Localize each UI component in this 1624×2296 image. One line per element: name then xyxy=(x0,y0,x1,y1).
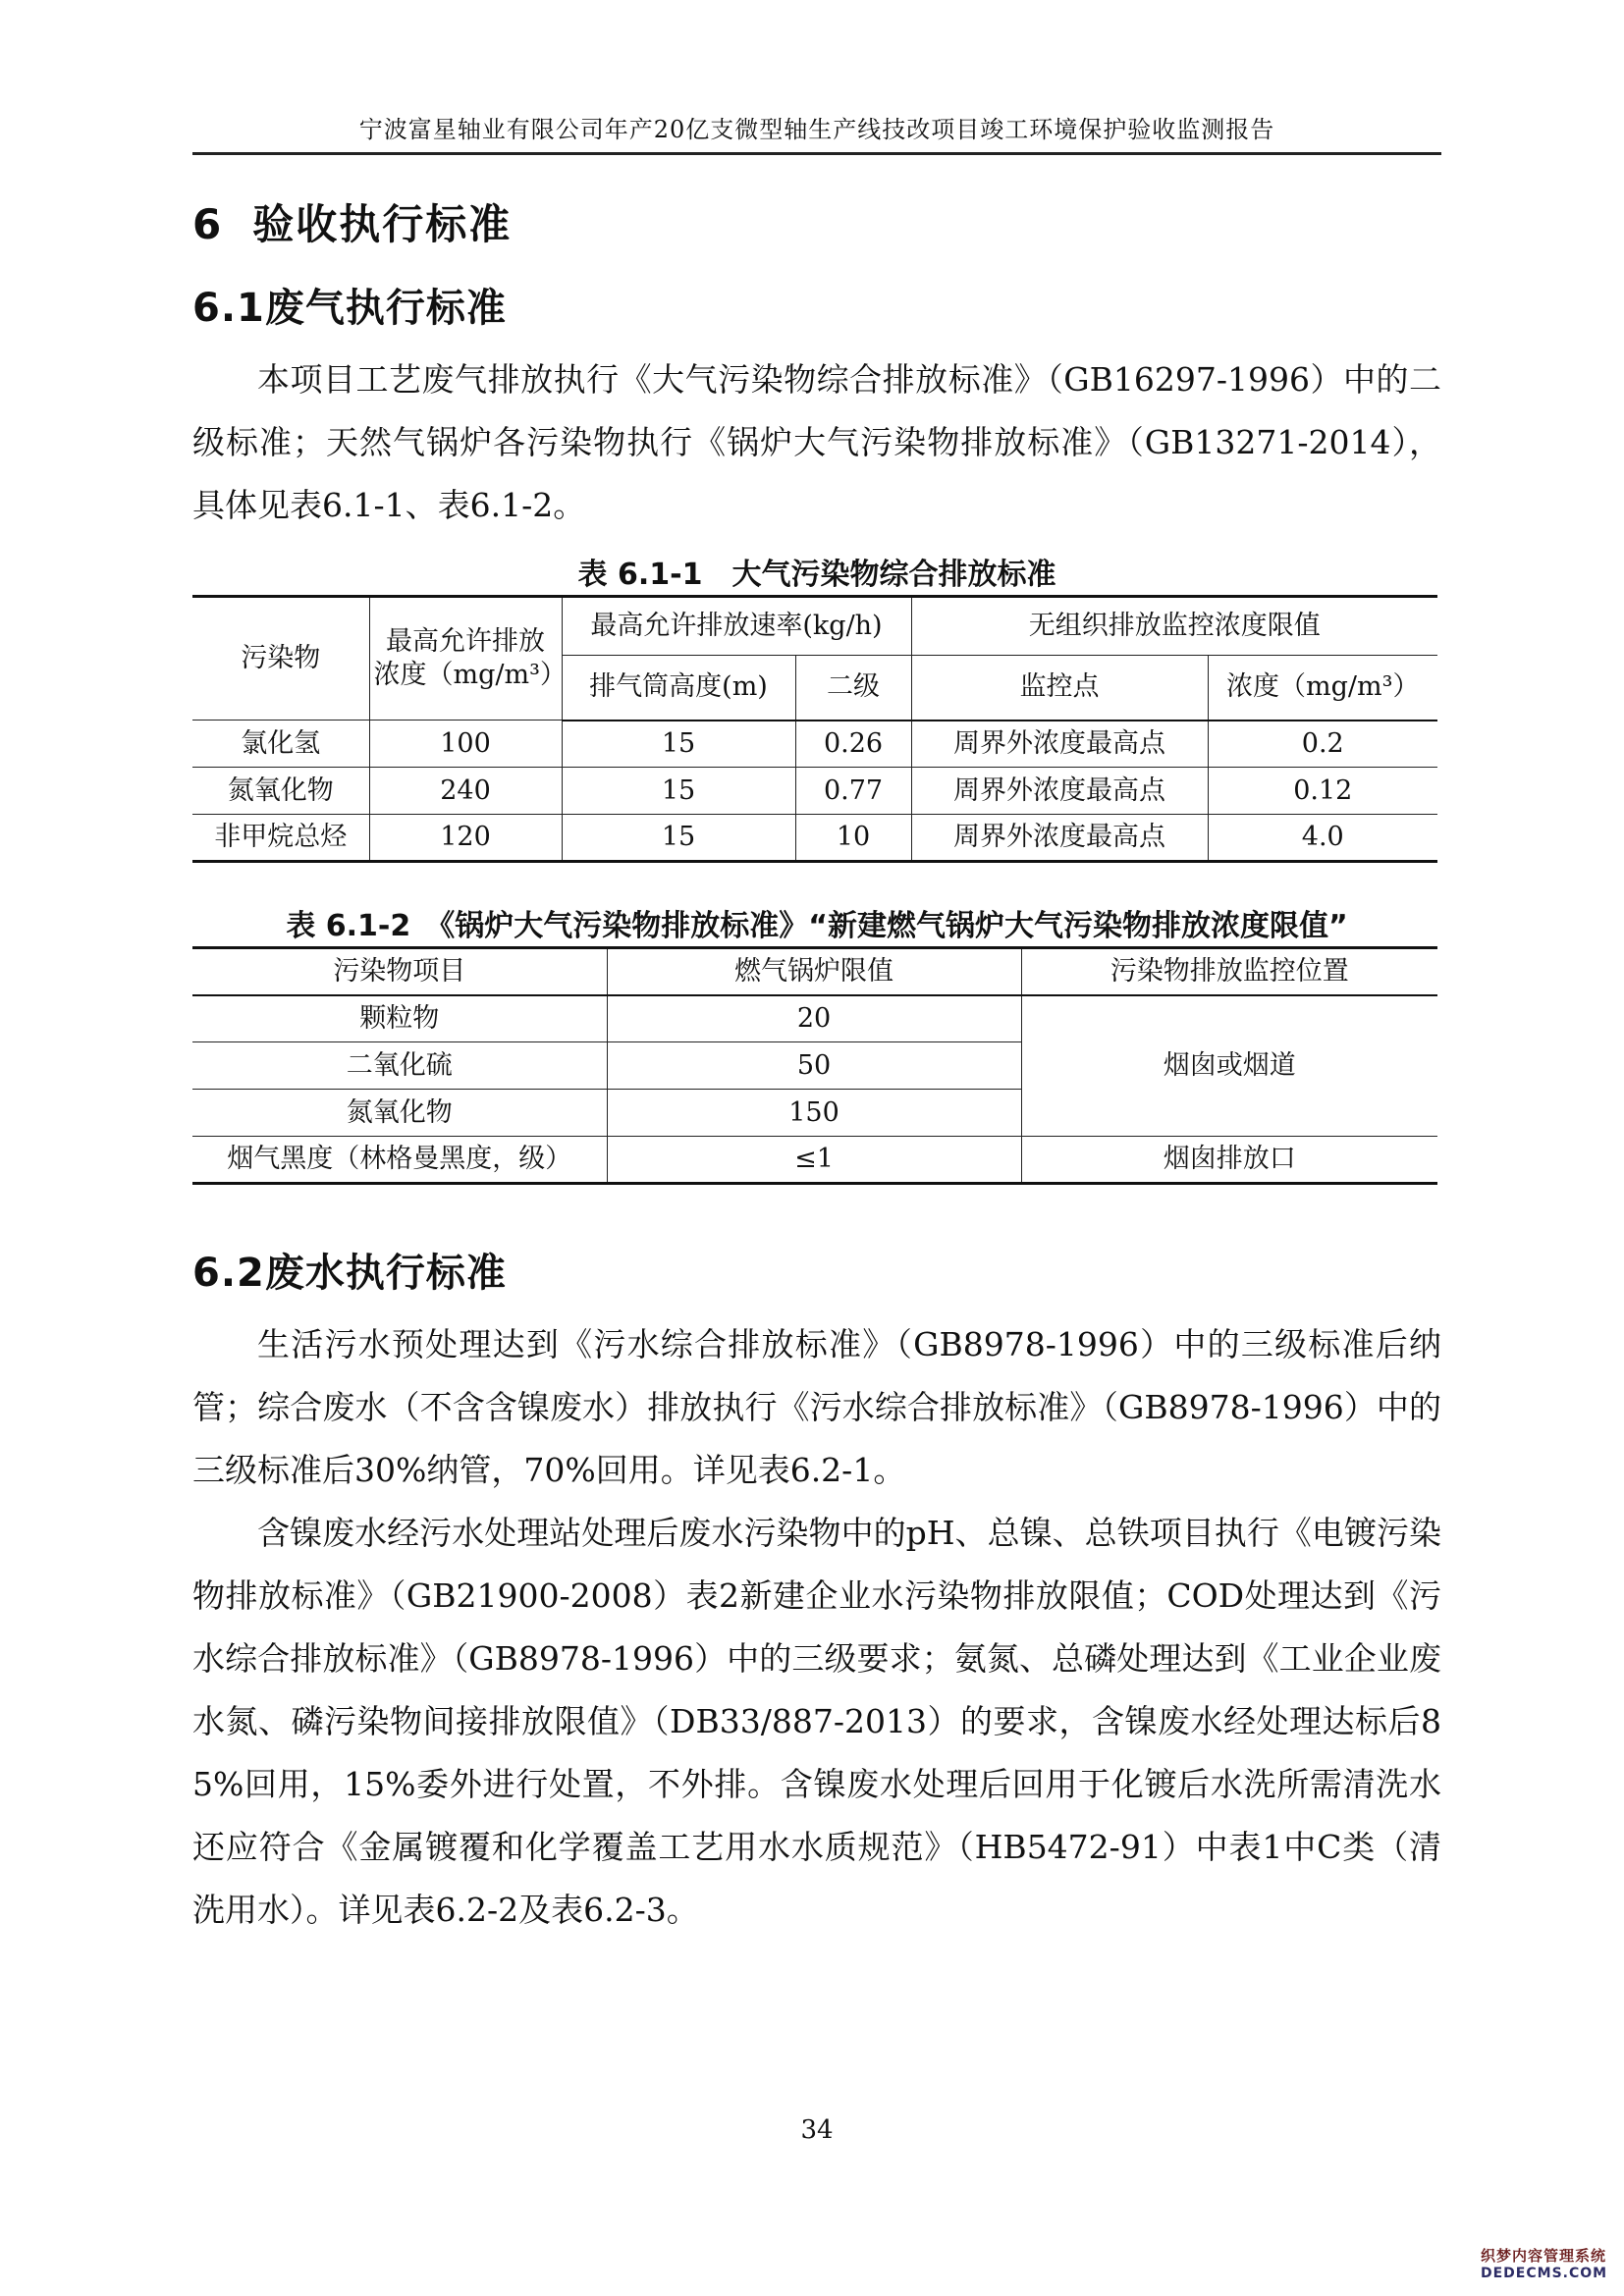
cell-rate: 0.26 xyxy=(795,721,911,768)
section-6-2-heading: 6.2废水执行标准 xyxy=(192,1251,507,1296)
cell-location-group: 烟囱或烟道 xyxy=(1021,995,1437,1137)
chapter-number: 6 xyxy=(192,200,224,248)
table-row xyxy=(192,721,1437,768)
cell-pollutant: 氯化氢 xyxy=(192,721,369,768)
table-row xyxy=(192,995,1437,1042)
th-monitor-location: 污染物排放监控位置 xyxy=(1021,948,1437,995)
th-monitor-point: 监控点 xyxy=(911,656,1208,721)
table-6-1-2 xyxy=(192,946,1437,1185)
cell-concentration: 120 xyxy=(369,815,562,862)
cell-pollutant: 氮氧化物 xyxy=(192,768,369,815)
table-6-1-2-caption: 表 6.1-2 《锅炉大气污染物排放标准》“新建燃气锅炉大气污染物排放浓度限值” xyxy=(286,909,1348,943)
section-6-1-heading: 6.1废气执行标准 xyxy=(192,286,507,331)
cell-limit: ≤1 xyxy=(607,1137,1021,1184)
th-grade-2: 二级 xyxy=(795,656,911,721)
cell-monitor-point: 周界外浓度最高点 xyxy=(911,815,1208,862)
th-max-rate: 最高允许排放速率(kg/h) xyxy=(562,597,911,656)
th-pollutant-item: 污染物项目 xyxy=(192,948,607,995)
cell-stack-height: 15 xyxy=(562,721,795,768)
cell-monitor-point: 周界外浓度最高点 xyxy=(911,768,1208,815)
cell-item: 氮氧化物 xyxy=(192,1090,607,1137)
section-6-2-paragraph-2: 含镍废水经污水处理站处理后废水污染物中的pH、总镍、总铁项目执行《电镀污染物排放标准》（GB21900-2008）表2新建企业水污染物排放限值；COD处理达到《污水综合排放标准》（GB8978-1996）中的三级要求；氨氮、总磷处理达到《工业企业废水氮、磷污染物间接排放限值》（DB33/887-2013）的要求，含镍废水经处理达标后85%回用，15%委外进行处置，不外排。含镍废水处理后回用于化镀后水洗所需清洗水还应符合《金属镀覆和化学覆盖工艺用水水质规范》（HB5472-91）中表1中C类（清洗用水）。详见表6.2-2及表6.2-3。 xyxy=(192,1514,1441,1929)
cell-limit: 150 xyxy=(607,1090,1021,1137)
cell-item: 烟气黑度（林格曼黑度，级） xyxy=(192,1137,607,1184)
cell-concentration: 100 xyxy=(369,721,562,768)
cell-rate: 10 xyxy=(795,815,911,862)
cell-stack-height: 15 xyxy=(562,768,795,815)
cell-limit: 4.0 xyxy=(1208,815,1437,862)
th-max-concentration: 最高允许排放浓度（mg/m³） xyxy=(369,597,562,721)
cell-concentration: 240 xyxy=(369,768,562,815)
cell-monitor-point: 周界外浓度最高点 xyxy=(911,721,1208,768)
chapter-heading xyxy=(192,192,512,251)
th-gas-boiler-limit: 燃气锅炉限值 xyxy=(607,948,1021,995)
table-6-1-1 xyxy=(192,595,1437,863)
table-row xyxy=(192,768,1437,815)
page-header: 宁波富星轴业有限公司年产20亿支微型轴生产线技改项目竣工环境保护验收监测报告 xyxy=(192,110,1441,155)
cell-location-last: 烟囱排放口 xyxy=(1021,1137,1437,1184)
th-pollutant: 污染物 xyxy=(192,597,369,721)
section-6-1-paragraph: 本项目工艺废气排放执行《大气污染物综合排放标准》（GB16297-1996）中的二级标准；天然气锅炉各污染物执行《锅炉大气污染物排放标准》（GB13271-2014），具体见表6.1-1、表6.1-2。 xyxy=(192,360,1441,524)
cell-limit: 50 xyxy=(607,1042,1021,1090)
th-unorganized-limit: 无组织排放监控浓度限值 xyxy=(911,597,1437,656)
cell-rate: 0.77 xyxy=(795,768,911,815)
watermark-cn: 织梦内容管理系统 xyxy=(1481,2247,1607,2265)
th-concentration: 浓度（mg/m³） xyxy=(1208,656,1437,721)
watermark-en: DEDECMS.COM xyxy=(1481,2266,1608,2281)
chapter-title: 验收执行标准 xyxy=(252,200,513,248)
table-row xyxy=(192,1137,1437,1184)
cell-limit: 0.12 xyxy=(1208,768,1437,815)
table-row xyxy=(192,815,1437,862)
section-6-2-paragraph-1: 生活污水预处理达到《污水综合排放标准》（GB8978-1996）中的三级标准后纳管；综合废水（不含含镍废水）排放执行《污水综合排放标准》（GB8978-1996）中的三级标准后30%纳管，70%回用。详见表6.2-1。 xyxy=(192,1325,1441,1489)
cell-limit: 0.2 xyxy=(1208,721,1437,768)
page-number: 34 xyxy=(800,2115,834,2145)
cell-stack-height: 15 xyxy=(562,815,795,862)
cell-pollutant: 非甲烷总烃 xyxy=(192,815,369,862)
cell-item: 颗粒物 xyxy=(192,995,607,1042)
cell-item: 二氧化硫 xyxy=(192,1042,607,1090)
cell-limit: 20 xyxy=(607,995,1021,1042)
table-6-1-1-caption: 表 6.1-1 大气污染物综合排放标准 xyxy=(577,558,1056,592)
watermark-logo xyxy=(1481,2245,1618,2290)
th-stack-height: 排气筒高度(m) xyxy=(562,656,795,721)
